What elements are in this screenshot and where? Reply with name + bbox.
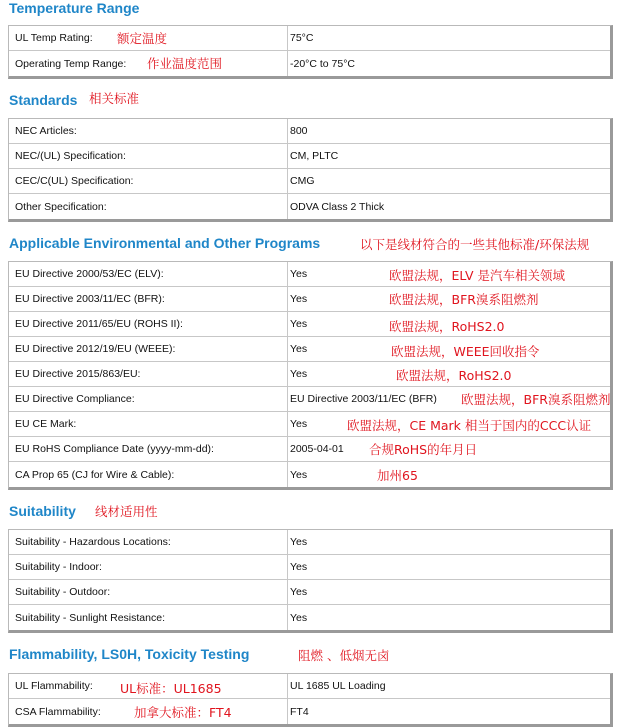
suitability-table bbox=[8, 529, 613, 633]
annotation-note: 相关标准 bbox=[89, 91, 140, 106]
table-row bbox=[9, 119, 610, 144]
annotation-note: 加拿大标准：FT4 bbox=[134, 705, 232, 720]
table-row bbox=[9, 555, 610, 580]
annotation-note: 欧盟法规，BFR溴系阻燃剂 bbox=[461, 392, 611, 407]
row-label: EU CE Mark: bbox=[15, 418, 77, 430]
row-label: NEC Articles: bbox=[15, 125, 77, 137]
row-label: EU Directive 2000/53/EC (ELV): bbox=[15, 268, 164, 280]
annotation-note: 欧盟法规，BFR溴系阻燃剂 bbox=[389, 292, 539, 307]
annotation-note: 线材适用性 bbox=[95, 504, 158, 519]
table-row bbox=[9, 26, 610, 51]
annotation-note: 欧盟法规，CE Mark 相当于国内的CCC认证 bbox=[347, 418, 592, 433]
row-label: CA Prop 65 (CJ for Wire & Cable): bbox=[15, 468, 175, 481]
flammability-table bbox=[8, 673, 613, 727]
row-value: Yes bbox=[287, 462, 610, 487]
row-value: FT4 bbox=[287, 699, 610, 724]
row-label: Suitability - Indoor: bbox=[15, 561, 102, 573]
row-label: EU Directive Compliance: bbox=[15, 393, 135, 405]
row-label: Suitability - Hazardous Locations: bbox=[15, 536, 171, 548]
annotation-note: UL标准：UL1685 bbox=[120, 681, 222, 696]
annotation-note: 欧盟法规，RoHS2.0 bbox=[389, 319, 505, 334]
row-value: Yes bbox=[287, 362, 610, 386]
row-value: 2005-04-01 bbox=[287, 437, 610, 461]
row-label: EU Directive 2011/65/EU (ROHS II): bbox=[15, 318, 183, 330]
row-value: Yes bbox=[287, 337, 610, 361]
table-row bbox=[9, 362, 610, 387]
annotation-note: 欧盟法规，ELV 是汽车相关领域 bbox=[389, 268, 566, 283]
row-value: Yes bbox=[287, 605, 610, 630]
annotation-note: 以下是线材符合的一些其他标准/环保法规 bbox=[360, 237, 590, 252]
row-value: Yes bbox=[287, 287, 610, 311]
row-label: CSA Flammability: bbox=[15, 705, 101, 718]
row-value: Yes bbox=[287, 555, 610, 579]
row-label: EU Directive 2003/11/EC (BFR): bbox=[15, 293, 165, 305]
row-label: Suitability - Sunlight Resistance: bbox=[15, 611, 165, 624]
row-label: Other Specification: bbox=[15, 200, 107, 213]
annotation-note: 阻燃 、低烟无卤 bbox=[298, 648, 390, 663]
table-row bbox=[9, 437, 610, 462]
annotation-note: 欧盟法规，RoHS2.0 bbox=[396, 368, 512, 383]
annotation-note: 欧盟法规，WEEE回收指令 bbox=[391, 344, 540, 359]
temperature-table bbox=[8, 25, 613, 79]
row-value: 800 bbox=[287, 119, 610, 143]
row-value: Yes bbox=[287, 580, 610, 604]
temperature-section-title: Temperature Range bbox=[9, 0, 140, 16]
row-label: CEC/C(UL) Specification: bbox=[15, 175, 134, 187]
row-value: CMG bbox=[287, 169, 610, 193]
row-value: ODVA Class 2 Thick bbox=[287, 194, 610, 219]
table-row bbox=[9, 462, 610, 487]
flammability-section-title: Flammability, LS0H, Toxicity Testing bbox=[9, 646, 250, 662]
row-value: UL 1685 UL Loading bbox=[287, 674, 610, 698]
environmental-section-title: Applicable Environmental and Other Programs bbox=[9, 235, 321, 251]
table-row bbox=[9, 144, 610, 169]
table-row bbox=[9, 699, 610, 724]
row-label: EU Directive 2012/19/EU (WEEE): bbox=[15, 343, 176, 355]
row-label: UL Temp Rating: bbox=[15, 32, 93, 44]
row-value: -20°C to 75°C bbox=[287, 51, 610, 76]
row-label: EU RoHS Compliance Date (yyyy-mm-dd): bbox=[15, 443, 214, 455]
row-value: Yes bbox=[287, 412, 610, 436]
table-row bbox=[9, 312, 610, 337]
annotation-note: 作业温度范围 bbox=[147, 56, 223, 71]
standards-section-title: Standards bbox=[9, 92, 78, 108]
table-row bbox=[9, 530, 610, 555]
table-row bbox=[9, 605, 610, 630]
table-row bbox=[9, 169, 610, 194]
table-row bbox=[9, 194, 610, 219]
row-value: Yes bbox=[287, 530, 610, 554]
row-value: CM, PLTC bbox=[287, 144, 610, 168]
table-row bbox=[9, 580, 610, 605]
row-value: 75°C bbox=[287, 26, 610, 50]
row-label: UL Flammability: bbox=[15, 680, 93, 692]
table-row bbox=[9, 51, 610, 76]
standards-table bbox=[8, 118, 613, 222]
row-value: Yes bbox=[287, 312, 610, 336]
annotation-note: 加州65 bbox=[377, 468, 418, 483]
annotation-note: 合规RoHS的年月日 bbox=[369, 442, 478, 457]
annotation-note: 额定温度 bbox=[117, 31, 168, 46]
suitability-section-title: Suitability bbox=[9, 503, 76, 519]
row-label: Suitability - Outdoor: bbox=[15, 586, 111, 598]
row-label: Operating Temp Range: bbox=[15, 57, 127, 70]
row-value: Yes bbox=[287, 262, 610, 286]
row-label: NEC/(UL) Specification: bbox=[15, 150, 126, 162]
row-value: EU Directive 2003/11/EC (BFR) bbox=[287, 387, 610, 411]
table-row bbox=[9, 674, 610, 699]
row-label: EU Directive 2015/863/EU: bbox=[15, 368, 141, 380]
